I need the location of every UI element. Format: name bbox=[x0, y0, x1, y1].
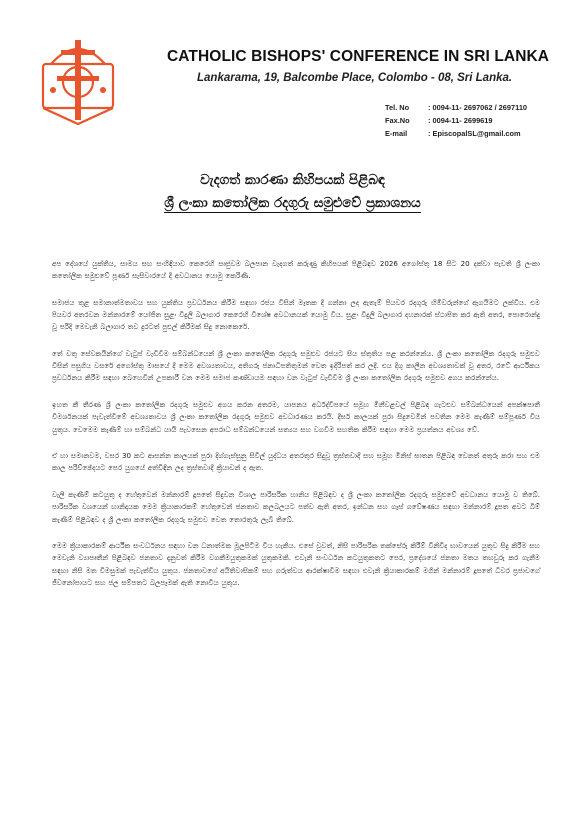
body-paragraph: තේ වතු සේවකයින්ගේ වැටුප් වැඩිවීම සම්බන්ධයෙන් ශ්‍රී ලංකා කතෝලික රදගුරු සමුළුව රජයට සිය ස්තුතිය පළ කරන්නේය. ශ්‍රී ලංකා කතෝලික රදගුරු සමුළුව විසින් පසුගිය වසරේ අගෝස්තු මාසයේ දී මෙම අවශ්‍යතාවය, අතිගරු ජනාධිපතිතුමන් වෙත ඉදිරිපත් කර ලදී. එය දිගු කාලීන අවශ්‍යතාවක් වූ අතර, රටේ ආර්ථිකය ප්‍රවර්ධනය කිරීම සඳහා බෙහෙවින් උපකාරී වන මෙම සමාජ කණ්ඩායම සඳහා වන වැටුප් වැඩිවීම ශ්‍රී ලංකා කතෝලික රදගුරු සමුළුව අගය කරන්නේය. bbox=[52, 349, 540, 383]
contact-label: Fax.No bbox=[385, 116, 410, 125]
body-paragraph: සමාජය තුළ සමානාත්මතාවය සහ යුක්තිය ප්‍රවර්ධනය කිරීම සඳහා රජය විසින් මෑතක දී ගන්නා ලද ඇතැම් පියවර රදගුරු හිමිවරුන්ගේ ඇගයීමට ලක්විය. එම පියවර අතරවන මන්නාරමේ යෝජිත සුළං විදුලි බලාගාර කෙරෙහි විශේෂ අවධානයක් යොමු විය. සුළං විදුලි බලාගාර දහනාරක් ස්ථාපිත කර ඇති අතර, පොරොන්දු වූ පරිදි මෙවැනි බලාගාර තව දුරටත් පුළුල් කිරීමක් සිදු නොකෙරේ. bbox=[52, 297, 540, 332]
contact-value: : 0094-11- 2697062 / 2697110 bbox=[428, 103, 528, 112]
contact-fax bbox=[385, 114, 527, 127]
organization-address: Lankarama, 19, Balcombe Place, Colombo - 08, Sri Lanka. bbox=[197, 72, 513, 84]
body-paragraph: මෙම ක්‍රියාකාරකම් ආර්ථික සංවර්ධනය සඳහා වන ධනාත්මක මූලපිටිම විය හැකිය. එසේ වුවත්, නිසි පාරිසරික තක්සේරු කිරීම් විනිවිද භාවයෙන් යුතුව සිදු කිරීම සහ මෙවැනි ව්‍යාපෘතීන් පිළිබඳව ජනතාව දැනුවත් කිරීම වගකීමයුතුකමක් යුතුකමකි. එවැනි සංවර්ධන කටයුතුකතට පෙර, ප්‍රදේශයේ ජනතා මතය තහවුරු කර ගැනීම සඳහා නිසි මත විමසුමක් පැවැත්විය යුතුය. ජනතාවගේ අයිතිවාසිකම් සහ ගරුත්වය ආරක්ෂාවීම සඳහා එවැනි ක්‍රියාකාරකම් මගින් මන්නාරම් දූපතේ ධීවර ප්‍රජාවගේ ජීවනෝපායට සහ ජල සම්පතට බලපෑමක් ඇති නොවිය යුතුය. bbox=[52, 541, 540, 587]
contact-value: : EpiscopalSL@gmail.com bbox=[428, 129, 521, 138]
organization-name: CATHOLIC BISHOPS' CONFERENCE IN SRI LANKA bbox=[167, 48, 550, 65]
cross-seal-logo-icon bbox=[33, 34, 123, 126]
contact-label: E-mail bbox=[385, 129, 408, 138]
contact-telephone bbox=[385, 101, 527, 114]
contact-label: Tel. No bbox=[385, 103, 410, 112]
body-paragraph: අප දේශයේ යුක්තිය, සාමය සහ සංහිඳියාව කෙරෙහි සෘජුවම බලපාන වැදගත් කරුණු කිහිපයක් පිළිබඳව 2026 අගෝස්තු 18 සිට 20 දක්වා පැවති ශ්‍රී ලංකා කතෝලික සමුළුවේ පූර්ණ සැසිවාරයේ දී අවධානය යොමු කෙරිණි. bbox=[52, 259, 540, 281]
body-paragraph: වැලි කැණීම් කටයුතු ද හේතුවෙන් මන්නාරම් දූපතේ සිදුවන විශාල පාරිසරික හානිය පිළිබඳව ද ශ්‍රී ලංකා කතෝලික රදගුරු සමුළුවේ අවධානය යොමු ව තිබේ. පාරිසරික වශයෙන් හානිදායක මෙම ක්‍රියාකාරකම් හේතුවෙන් ජනතාව කලබලයට පත්ව ඇති අතර, ඉන්ධන සහ ගෑස් ගවේෂණය සඳහා මන්නාරම් දූපත අවට බිම් කැණීම් පිළිබඳව ද ශ්‍රී ලංකා කතෝලික රදගුරු සමුළුව වෙත තොරතුරු ලැබී තිබේ. bbox=[52, 490, 540, 524]
contact-email bbox=[385, 127, 527, 140]
body-paragraph: ඉහත කී තීරණ ශ්‍රී ලංකා කතෝලික රදගුරු සමුළුව අගය කරන අතරම, යාපනය අර්ධද්වීපයේ සමූහ මිනීවළවල් පිළිබඳ ගැටළුව සම්බන්ධයෙන් අපක්ෂපාතී විමර්ශනයක් පැවැත්වීමේ අවශ්‍යතාවය ශ්‍රී ලංකා කතෝලික රදගුරු සමුළුව අවධාරණය කරයි. දීර්ඝ කාලයක් පුරා සිදුවෙමින් පවතින මෙම කැණීම් සම්පූර්ණ විය යුතුය. වෙමෙම කැණීම් හා සම්බන්ධ යායි පැවසෙන අපරාධ සම්බන්ධයෙන් සත්‍යය සහ වගවීම සහතික කිරීම සඳහා මෙම ප්‍රයත්නය අවශ්‍ය වේ. bbox=[52, 400, 540, 434]
contact-block bbox=[385, 101, 527, 140]
document-title-line-1: වැදගත් කාරණා කිහිපයක් පිළිබඳ bbox=[200, 172, 385, 188]
contact-value: : 0094-11- 2699619 bbox=[428, 116, 493, 125]
document-title-underlined: ශ්‍රී ලංකා කතෝලික රදගුරු සමුළුවේ ප්‍රකාශනය bbox=[164, 195, 421, 211]
document-body bbox=[52, 258, 540, 604]
body-paragraph: ඒ හා සමානවම, වසර 30 කට ආසන්න කාලයක් පුරා දිග්ගැස්සුනු සිවිල් යුද්ධය අතරතුර සිදුවූ ත්‍රස්තවාදී සහ සමූහ මිනිස් ඝාතන පිළිබඳ වෙනත් අතුරු කරා සහ එම කාල පරිච්ඡේදයට පෙර යුගයේ අත්විඳින ලද ත්‍රස්තවාදී ක්‍රියාවන් ද ඇත. bbox=[52, 451, 540, 473]
document-title-line-2 bbox=[0, 195, 585, 211]
